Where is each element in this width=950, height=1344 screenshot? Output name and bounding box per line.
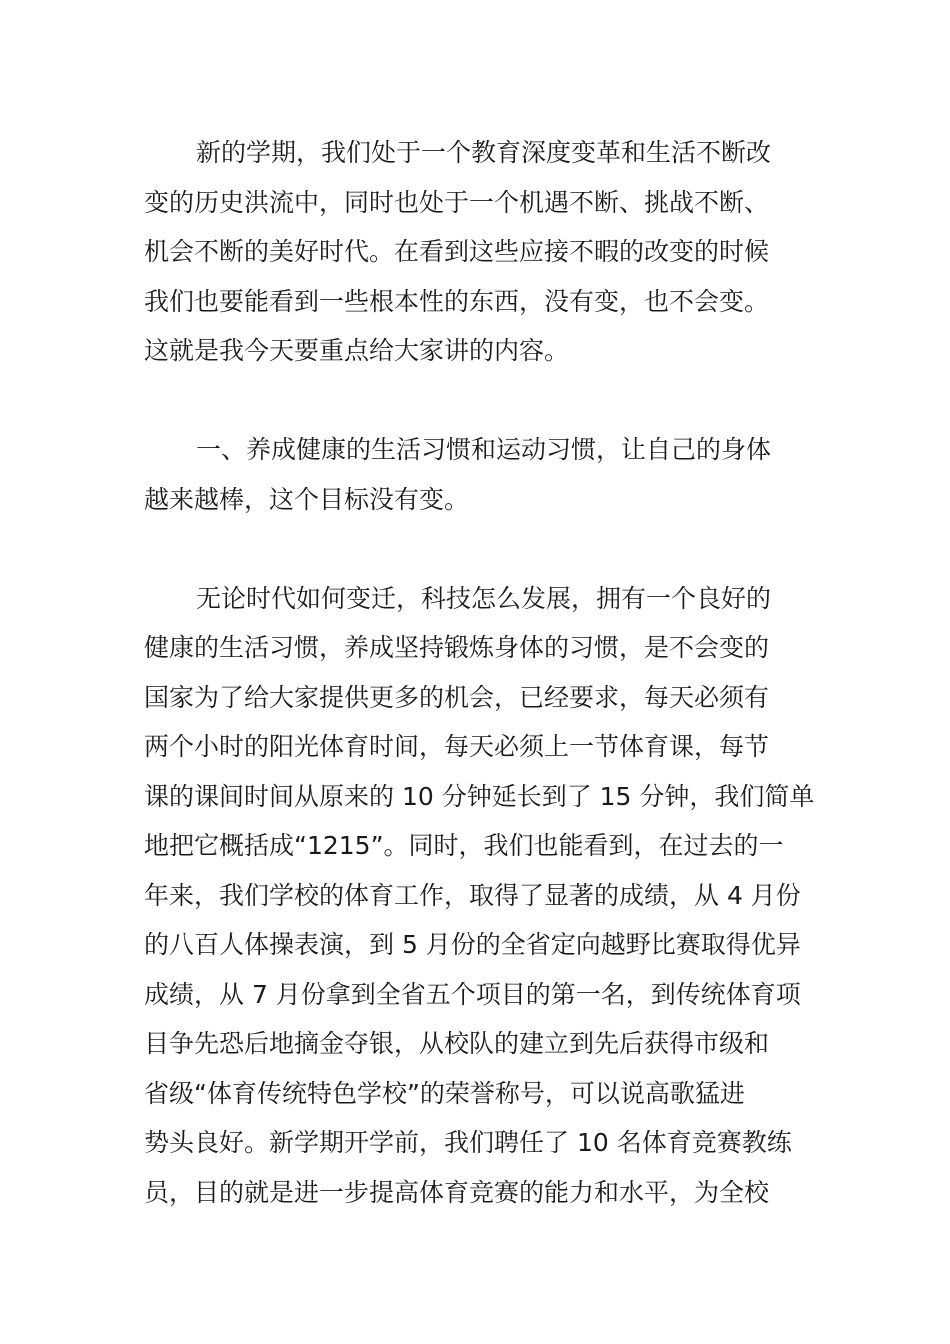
section-heading — [144, 425, 808, 524]
text-line: 目争先恐后地摘金夺银，从校队的建立到先后获得市级和 — [144, 1029, 770, 1058]
text-line: 年来，我们学校的体育工作，取得了显著的成绩，从 4 月份 — [144, 880, 801, 910]
text-line: 一、养成健康的生活习惯和运动习惯，让自己的身体 — [196, 435, 772, 464]
text-line: 越来越棒，这个目标没有变。 — [144, 484, 470, 514]
paragraph-gap — [144, 524, 808, 574]
text-line: 国家为了给大家提供更多的机会，已经要求，每天必须有 — [144, 682, 770, 712]
text-line: 势头良好。新学期开学前，我们聘任了 10 名体育竞赛教练 — [144, 1128, 792, 1157]
text-line: 的八百人体操表演，到 5 月份的全省定向越野比赛取得优异 — [144, 930, 801, 959]
text-line: 两个小时的阳光体育时间，每天必须上一节体育课，每节 — [144, 732, 770, 761]
paragraph-intro — [144, 128, 808, 376]
text-line: 无论时代如何变迁，科技怎么发展，拥有一个良好的 — [196, 583, 772, 613]
text-line: 成绩，从 7 月份拿到全省五个项目的第一名，到传统体育项 — [144, 979, 801, 1009]
text-line: 课的课间时间从原来的 10 分钟延长到了 15 分钟，我们简单 — [144, 781, 815, 811]
document-body — [144, 128, 815, 1217]
text-line: 变的历史洪流中，同时也处于一个机遇不断、挑战不断、 — [144, 187, 770, 217]
text-line: 员，目的就是进一步提高体育竞赛的能力和水平，为全校 — [144, 1177, 770, 1207]
text-line: 健康的生活习惯，养成坚持锻炼身体的习惯，是不会变的 — [144, 633, 770, 662]
paragraph-gap — [144, 376, 808, 426]
text-line: 这就是我今天要重点给大家讲的内容。 — [144, 336, 570, 365]
text-line: 机会不断的美好时代。在看到这些应接不暇的改变的时候 — [144, 237, 770, 266]
paragraph-body — [144, 574, 815, 1218]
text-line: 地把它概括成“1215”。同时，我们也能看到，在过去的一 — [144, 831, 784, 860]
text-line: 我们也要能看到一些根本性的东西，没有变，也不会变。 — [144, 286, 770, 316]
text-line: 省级“体育传统特色学校”的荣誉称号，可以说高歌猛进 — [144, 1078, 745, 1108]
text-line: 新的学期，我们处于一个教育深度变革和生活不断改 — [196, 138, 772, 167]
